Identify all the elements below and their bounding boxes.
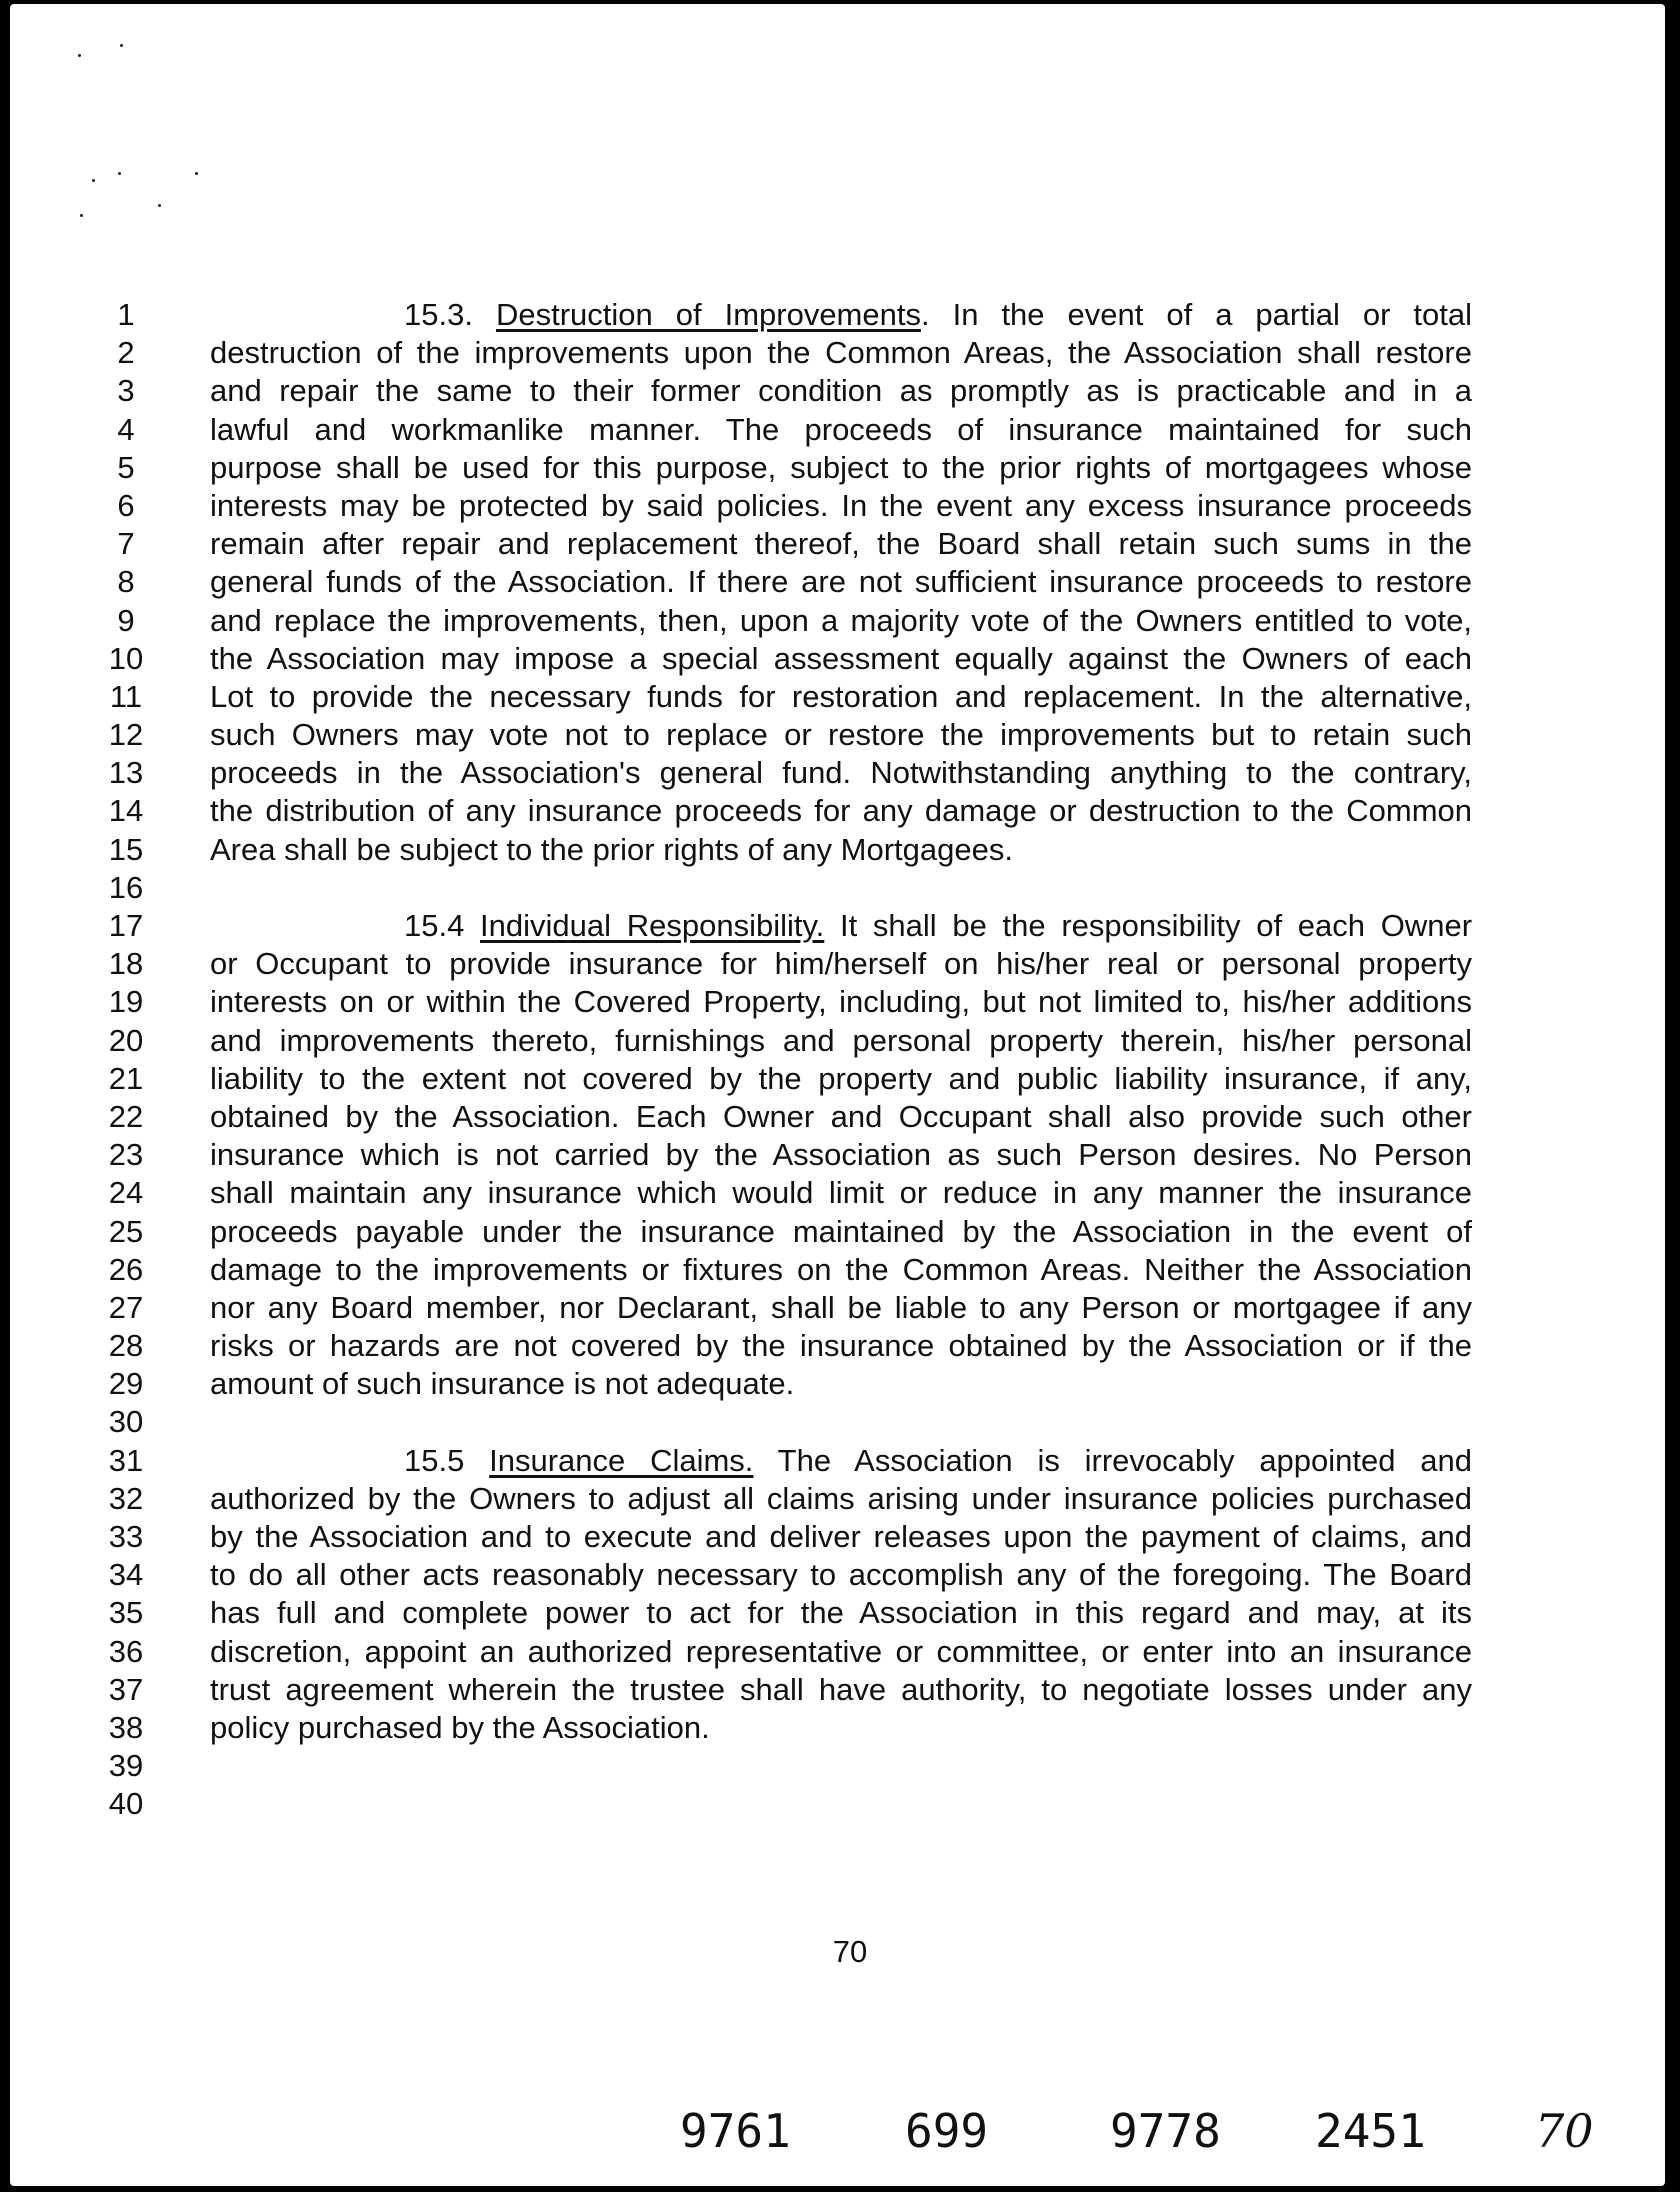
line-number: 37 (108, 1671, 144, 1707)
line-number: 23 (108, 1137, 144, 1173)
document-line (10, 1098, 1665, 1136)
text-run: discretion, appoint an authorized representative or committee, or enter into an insurance (210, 1633, 1472, 1669)
document-line (10, 1136, 1665, 1174)
scan-speck (120, 44, 123, 47)
text-run: nor any Board member, nor Declarant, shall be liable to any Person or mortgagee if any (210, 1289, 1472, 1325)
line-number: 1 (117, 297, 135, 332)
document-line (10, 869, 1665, 907)
line-text (210, 1480, 1472, 1518)
line-text (210, 1671, 1472, 1709)
line-text (210, 525, 1472, 563)
line-number: 39 (108, 1748, 144, 1784)
text-run: general funds of the Association. If there are not sufficient insurance proceeds to restore (210, 564, 1472, 600)
text-run: . In the event of a partial or total (920, 297, 1473, 332)
line-number: 18 (108, 946, 144, 982)
line-text (404, 1442, 1472, 1480)
line-number: 34 (108, 1557, 144, 1593)
line-text (210, 1289, 1472, 1327)
line-text (210, 1327, 1472, 1365)
text-run: and improvements thereto, furnishings and personal property therein, his/her personal (210, 1022, 1472, 1058)
text-run: trust agreement wherein the trustee shall have authority, to negotiate losses under any (210, 1671, 1472, 1707)
line-text (210, 640, 1472, 678)
document-line (10, 372, 1665, 410)
document-line (10, 1747, 1665, 1785)
bates-stamp: 699 (905, 2104, 989, 2158)
line-number: 26 (108, 1251, 144, 1287)
line-text (210, 983, 1472, 1021)
line-text (210, 754, 1472, 792)
text-run: proceeds payable under the insurance maintained by the Association in the event of (210, 1213, 1472, 1249)
line-text (404, 296, 1472, 334)
line-text (210, 1251, 1472, 1289)
line-text (404, 907, 1472, 945)
line-text (210, 1213, 1472, 1251)
document-line (10, 563, 1665, 601)
line-text (210, 792, 1472, 830)
page-number: 70 (832, 1934, 868, 1969)
line-text (210, 1594, 1472, 1632)
section-heading: Destruction of Improvements (495, 297, 921, 332)
line-number: 24 (108, 1175, 144, 1211)
document-line (10, 1556, 1665, 1594)
text-run: 15.3. (404, 297, 496, 332)
line-number: 29 (108, 1366, 144, 1402)
document-line (10, 1785, 1665, 1823)
text-run: amount of such insurance is not adequate. (210, 1366, 795, 1402)
document-line (10, 945, 1665, 983)
text-run: policy purchased by the Association. (210, 1709, 710, 1745)
line-text (210, 1518, 1472, 1556)
document-line (10, 1174, 1665, 1212)
line-text (210, 334, 1472, 372)
line-text (210, 411, 1472, 449)
line-text (210, 487, 1472, 525)
scan-speck (158, 204, 161, 207)
text-run: and repair the same to their former condition as promptly as is practicable and in a (210, 373, 1472, 409)
line-text (210, 1709, 1472, 1747)
line-number: 15 (108, 831, 144, 867)
document-line (10, 296, 1665, 334)
line-number: 5 (117, 449, 135, 485)
line-text (210, 372, 1472, 410)
line-number: 27 (108, 1289, 144, 1325)
text-run: obtained by the Association. Each Owner and Occupant shall also provide such other (210, 1098, 1472, 1134)
bates-stamp: 2451 (1315, 2104, 1426, 2158)
bates-stamp: 9778 (1110, 2104, 1221, 2158)
scan-speck (92, 179, 95, 182)
line-number: 25 (108, 1213, 144, 1249)
line-number: 38 (108, 1709, 144, 1745)
text-run: The Association is irrevocably appointed and (753, 1442, 1473, 1478)
text-run: and replace the improvements, then, upon a majority vote of the Owners entitled to vote, (210, 602, 1472, 638)
document-line (10, 602, 1665, 640)
line-number: 35 (108, 1595, 144, 1631)
bates-stamp: 9761 (680, 2104, 791, 2158)
document-line (10, 525, 1665, 563)
document-line (10, 1251, 1665, 1289)
text-run: Lot to provide the necessary funds for restoration and replacement. In the alternative, (210, 678, 1472, 714)
text-run: risks or hazards are not covered by the insurance obtained by the Association or if the (210, 1328, 1472, 1364)
line-number: 17 (108, 908, 144, 943)
line-number: 40 (108, 1786, 144, 1822)
line-text (210, 602, 1472, 640)
line-text (210, 678, 1472, 716)
line-number: 21 (108, 1060, 144, 1096)
line-number: 8 (117, 564, 135, 600)
line-number: 14 (108, 793, 144, 829)
line-number: 7 (117, 526, 135, 562)
text-run: destruction of the improvements upon the Common Areas, the Association shall restore (210, 335, 1472, 371)
text-run: It shall be the responsibility of each Owner (824, 908, 1473, 943)
line-number: 11 (109, 678, 143, 714)
text-run: interests on or within the Covered Property, including, but not limited to, his/her additions (210, 984, 1472, 1020)
line-number: 13 (108, 755, 144, 791)
document-page (10, 4, 1665, 2186)
document-line (10, 983, 1665, 1021)
text-run: 15.5 (404, 1442, 490, 1478)
text-run: to do all other acts reasonably necessary to accomplish any of the foregoing. The Board (210, 1557, 1472, 1593)
document-line (10, 1060, 1665, 1098)
line-number: 16 (108, 869, 144, 905)
document-line (10, 1480, 1665, 1518)
document-line (10, 1442, 1665, 1480)
line-text (210, 1136, 1472, 1174)
section-heading: Individual Responsibility. (480, 908, 825, 943)
document-line (10, 1633, 1665, 1671)
document-line (10, 907, 1665, 945)
text-run: the distribution of any insurance proceeds for any damage or destruction to the Common (210, 793, 1472, 829)
section-heading: Insurance Claims. (489, 1442, 754, 1478)
document-line (10, 487, 1665, 525)
document-line (10, 640, 1665, 678)
document-line (10, 1403, 1665, 1441)
line-text (210, 945, 1472, 983)
document-line (10, 1213, 1665, 1251)
text-run: damage to the improvements or fixtures on the Common Areas. Neither the Association (210, 1251, 1472, 1287)
line-number: 9 (117, 602, 135, 638)
text-run: liability to the extent not covered by the property and public liability insurance, if any, (210, 1060, 1472, 1096)
line-number: 6 (117, 487, 135, 523)
line-number: 4 (117, 411, 135, 447)
text-run: the Association may impose a special assessment equally against the Owners of each (210, 640, 1472, 676)
text-run: by the Association and to execute and deliver releases upon the payment of claims, and (210, 1519, 1472, 1554)
text-run: lawful and workmanlike manner. The proceeds of insurance maintained for such (210, 411, 1472, 447)
line-number: 2 (117, 335, 135, 371)
scan-speck (118, 172, 121, 175)
document-line (10, 411, 1665, 449)
document-body (10, 296, 1665, 1824)
document-line (10, 754, 1665, 792)
line-text (210, 1174, 1472, 1212)
document-line (10, 1709, 1665, 1747)
line-text (210, 1556, 1472, 1594)
document-line (10, 1365, 1665, 1403)
document-line (10, 1594, 1665, 1632)
line-number: 3 (117, 373, 135, 409)
line-number: 30 (108, 1404, 144, 1440)
scan-speck (80, 214, 83, 217)
line-number: 12 (108, 717, 144, 753)
line-text (210, 449, 1472, 487)
document-line (10, 831, 1665, 869)
text-run: interests may be protected by said policies. In the event any excess insurance proceeds (210, 487, 1472, 523)
scan-speck (195, 172, 198, 175)
text-run: purpose shall be used for this purpose, subject to the prior rights of mortgagees whose (210, 449, 1472, 485)
text-run: remain after repair and replacement thereof, the Board shall retain such sums in the (210, 526, 1472, 562)
line-text (210, 563, 1472, 601)
text-run: such Owners may vote not to replace or restore the improvements but to retain such (210, 717, 1472, 753)
line-number: 19 (108, 984, 144, 1020)
document-line (10, 678, 1665, 716)
document-line (10, 334, 1665, 372)
text-run: proceeds in the Association's general fund. Notwithstanding anything to the contrary, (210, 755, 1472, 791)
line-text (210, 1633, 1472, 1671)
document-line (10, 716, 1665, 754)
text-run: shall maintain any insurance which would limit or reduce in any manner the insurance (210, 1175, 1472, 1211)
line-number: 33 (108, 1519, 144, 1554)
document-line (10, 1327, 1665, 1365)
line-number: 20 (108, 1022, 144, 1058)
document-line (10, 449, 1665, 487)
line-number: 31 (108, 1442, 144, 1478)
document-line (10, 1671, 1665, 1709)
document-line (10, 1022, 1665, 1060)
line-text (210, 1098, 1472, 1136)
line-number: 22 (108, 1098, 144, 1134)
line-text (210, 1022, 1472, 1060)
line-number: 10 (108, 640, 144, 676)
text-run: has full and complete power to act for the Association in this regard and may, at its (210, 1595, 1472, 1631)
line-text (210, 831, 1472, 869)
bates-stamps (10, 2104, 1665, 2164)
line-number: 28 (108, 1328, 144, 1364)
text-run: insurance which is not carried by the Association as such Person desires. No Person (210, 1137, 1472, 1173)
document-line (10, 1518, 1665, 1556)
line-text (210, 716, 1472, 754)
document-line (10, 792, 1665, 830)
text-run: 15.4 (404, 908, 481, 943)
document-line (10, 1289, 1665, 1327)
scan-speck (78, 54, 81, 57)
line-text (210, 1365, 1472, 1403)
text-run: authorized by the Owners to adjust all claims arising under insurance policies purchased (210, 1480, 1472, 1516)
line-number: 32 (108, 1480, 144, 1516)
line-text (210, 1060, 1472, 1098)
text-run: or Occupant to provide insurance for him/herself on his/her real or personal property (210, 946, 1472, 982)
handwritten-page-mark: 70 (1535, 2104, 1594, 2158)
line-number: 36 (108, 1633, 144, 1669)
text-run: Area shall be subject to the prior rights of any Mortgagees. (210, 831, 1013, 867)
